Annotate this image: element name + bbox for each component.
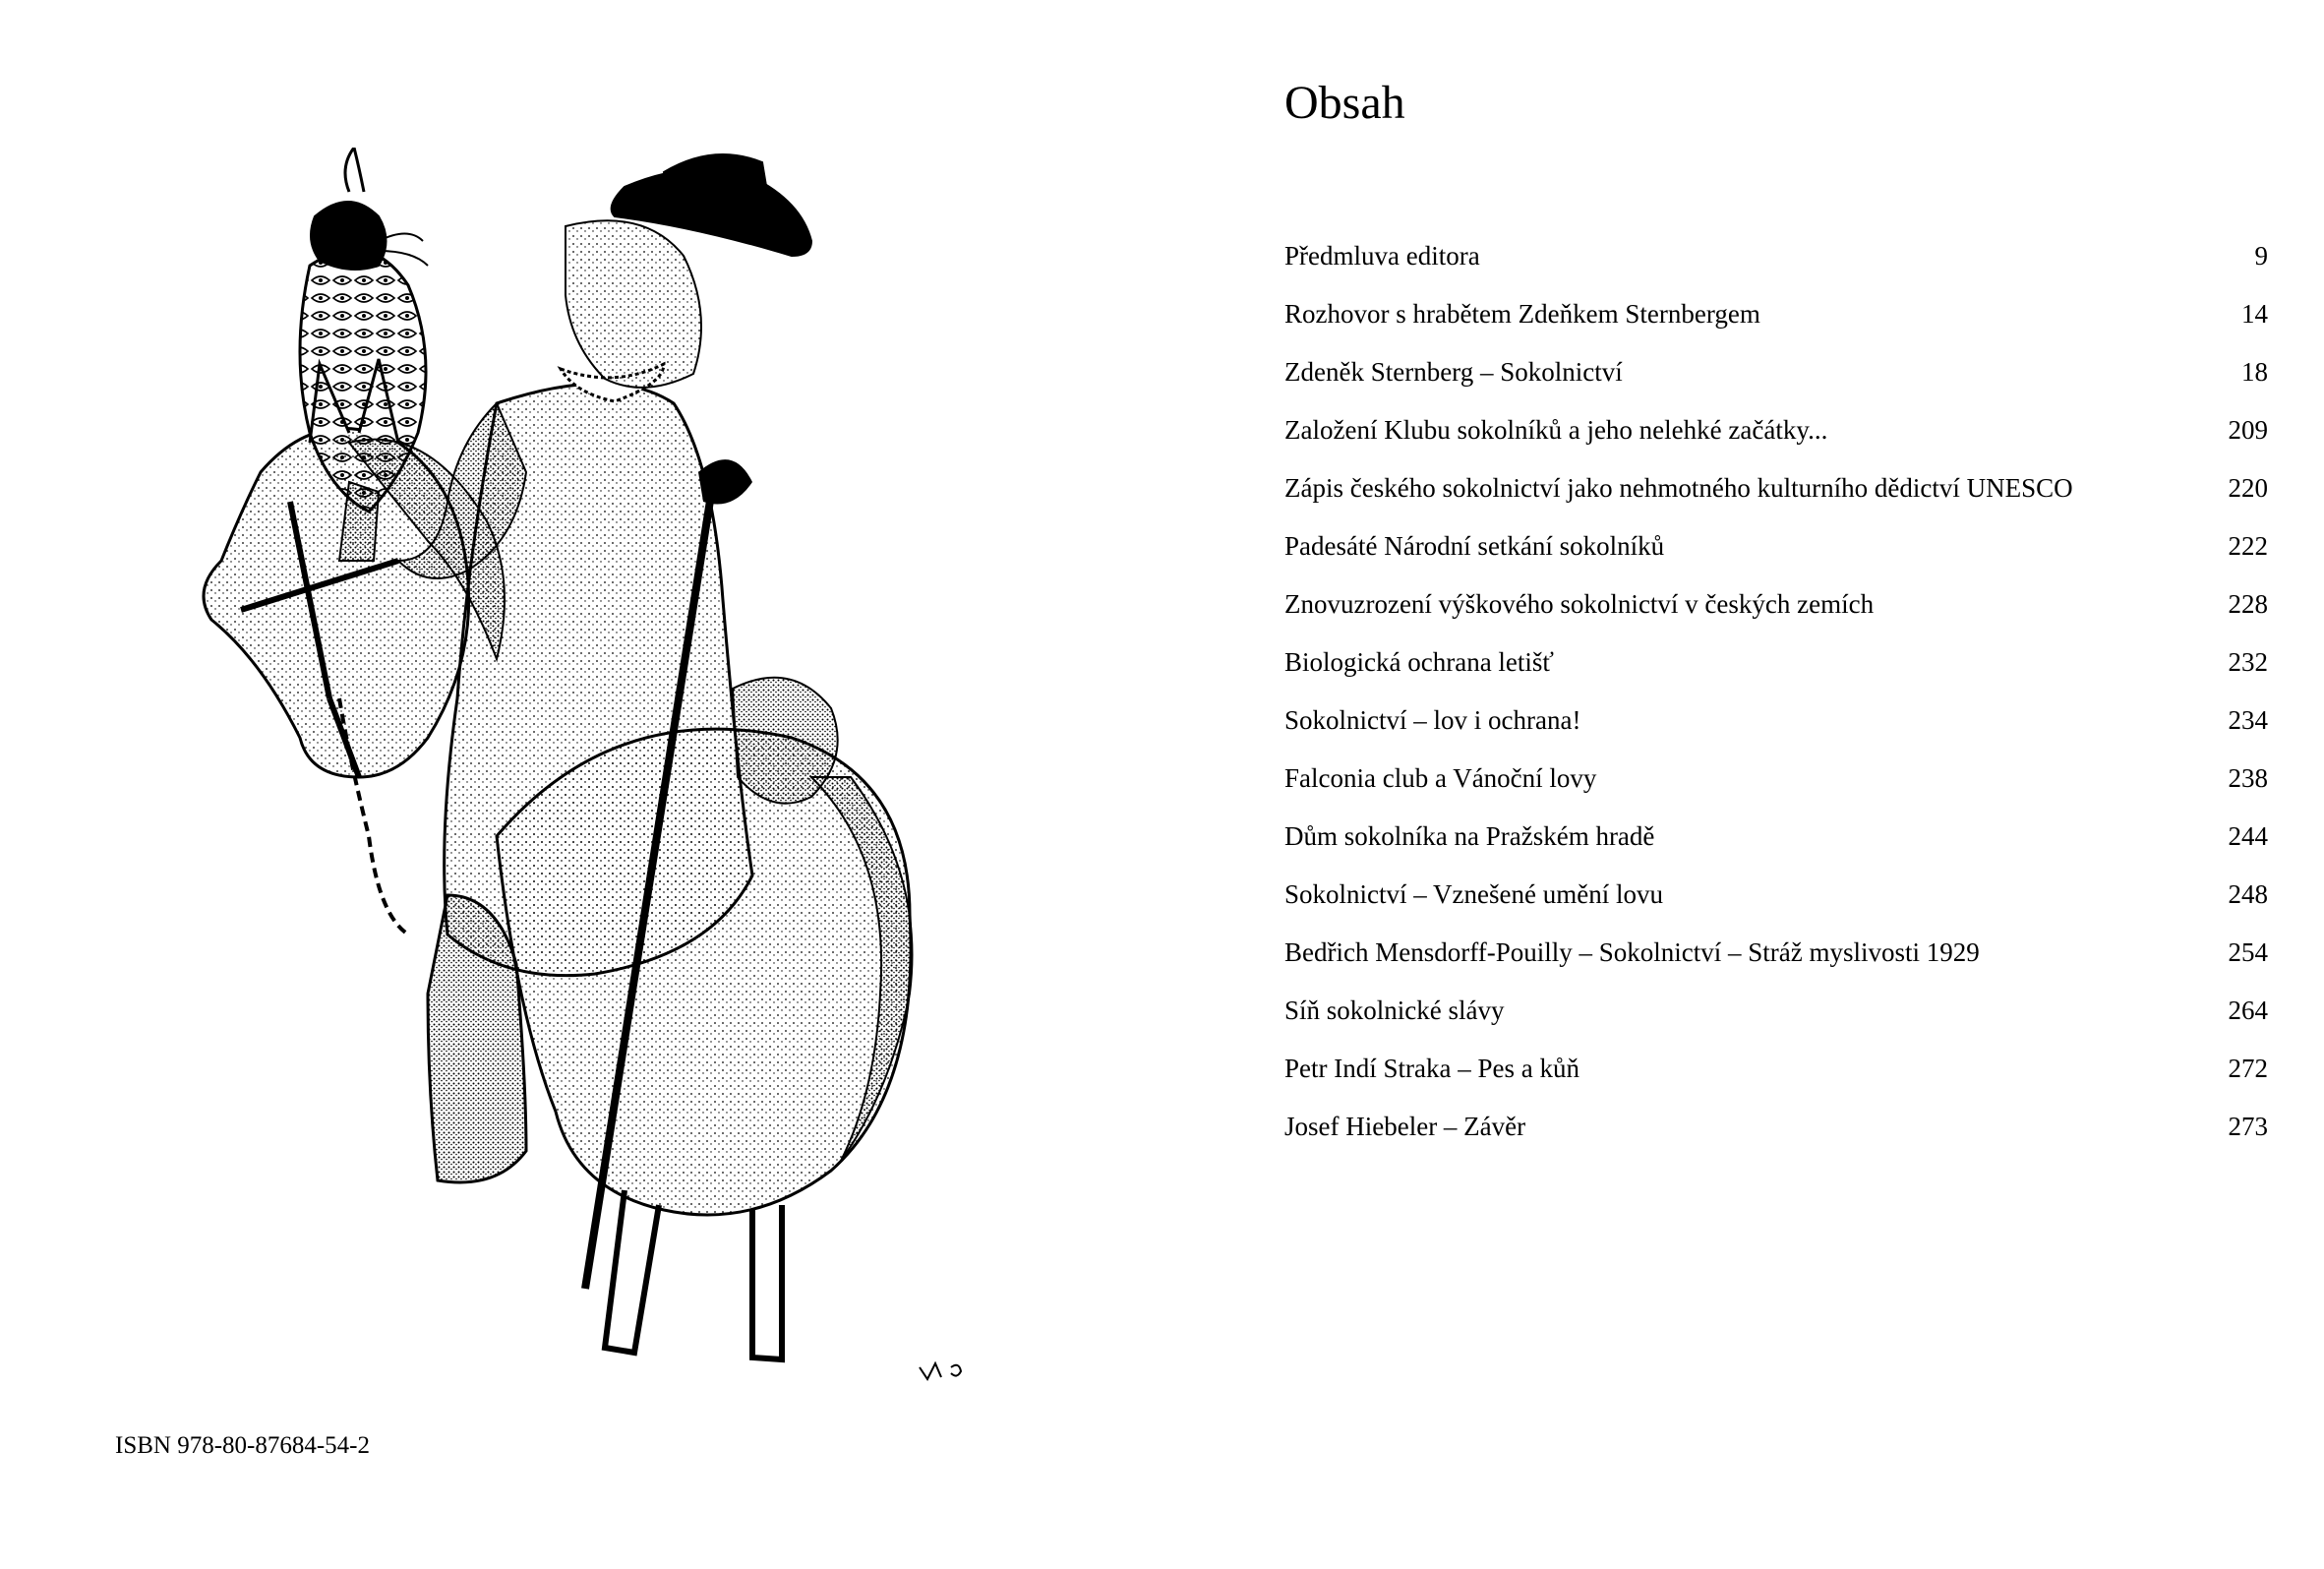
toc-entry-page: 228: [2228, 589, 2268, 619]
toc-entry-page: 264: [2228, 996, 2268, 1025]
toc-title: Obsah: [1284, 77, 1405, 129]
toc-entry-page: 273: [2228, 1112, 2268, 1141]
toc-entry-page: 234: [2228, 705, 2268, 735]
toc-entry-page: 14: [2241, 299, 2268, 329]
artist-signature: [920, 1363, 961, 1379]
toc-entry-title: Biologická ochrana letišť: [1284, 647, 1554, 677]
toc-entry-title: Založení Klubu sokolníků a jeho nelehké začátky...: [1284, 415, 1828, 445]
toc-entry: [1284, 758, 2268, 816]
toc-entry-page: 222: [2228, 531, 2268, 561]
toc-entry-title: Rozhovor s hrabětem Zdeňkem Sternbergem: [1284, 299, 1760, 329]
toc-entry: [1284, 1049, 2268, 1107]
toc-entry: [1284, 352, 2268, 410]
sword-hilt: [698, 459, 752, 504]
falcon-hood-plume: [345, 148, 364, 192]
toc-entry-title: Falconia club a Vánoční lovy: [1284, 763, 1597, 793]
toc-entry-page: 18: [2241, 357, 2268, 387]
toc-entry-title: Sokolnictví – lov i ochrana!: [1284, 705, 1581, 735]
right-page: [1162, 0, 2324, 1569]
toc-entry: [1284, 236, 2268, 294]
table-of-contents: [1284, 236, 2268, 1165]
toc-entry: [1284, 700, 2268, 758]
toc-entry-page: 244: [2228, 821, 2268, 851]
toc-entry-page: 9: [2254, 241, 2268, 271]
toc-entry: [1284, 526, 2268, 584]
toc-entry-title: Zdeněk Sternberg – Sokolnictví: [1284, 357, 1623, 387]
isbn-number: ISBN 978-80-87684-54-2: [115, 1432, 371, 1459]
toc-entry-title: Padesáté Národní setkání sokolníků: [1284, 531, 1665, 561]
toc-entry-page: 248: [2228, 879, 2268, 909]
toc-entry-title: Dům sokolníka na Pražském hradě: [1284, 821, 1655, 851]
toc-entry-page: 220: [2228, 473, 2268, 503]
toc-entry-title: Znovuzrození výškového sokolnictví v českých zemích: [1284, 589, 1875, 619]
toc-entry: [1284, 468, 2268, 526]
toc-entry-title: Petr Indí Straka – Pes a kůň: [1284, 1054, 1579, 1083]
toc-entry-title: Bedřich Mensdorff-Pouilly – Sokolnictví – Stráž myslivosti 1929: [1284, 937, 1980, 967]
falcon-head: [311, 202, 387, 270]
rider-hair: [566, 220, 701, 388]
toc-entry-title: Sokolnictví – Vznešené umění lovu: [1284, 879, 1663, 909]
toc-entry-title: Zápis českého sokolnictví jako nehmotného kulturního dědictví UNESCO: [1284, 473, 2073, 503]
toc-entry: [1284, 933, 2268, 991]
toc-entry-page: 232: [2228, 647, 2268, 677]
toc-entry: [1284, 584, 2268, 642]
toc-entry-title: Předmluva editora: [1284, 241, 1480, 271]
toc-entry: [1284, 1107, 2268, 1165]
hanging-bird: [733, 678, 838, 804]
toc-entry: [1284, 991, 2268, 1049]
toc-entry: [1284, 294, 2268, 352]
toc-entry-page: 254: [2228, 937, 2268, 967]
toc-entry-page: 238: [2228, 763, 2268, 793]
falconer-on-horseback-illustration: [202, 148, 1018, 1402]
toc-entry: [1284, 410, 2268, 468]
illustration-drawing: [202, 148, 1018, 1402]
toc-entry-page: 209: [2228, 415, 2268, 445]
toc-entry: [1284, 875, 2268, 933]
toc-entry: [1284, 816, 2268, 875]
toc-entry-title: Josef Hiebeler – Závěr: [1284, 1112, 1526, 1141]
toc-entry-page: 272: [2228, 1054, 2268, 1083]
toc-entry-title: Síň sokolnické slávy: [1284, 996, 1505, 1025]
toc-entry: [1284, 642, 2268, 700]
